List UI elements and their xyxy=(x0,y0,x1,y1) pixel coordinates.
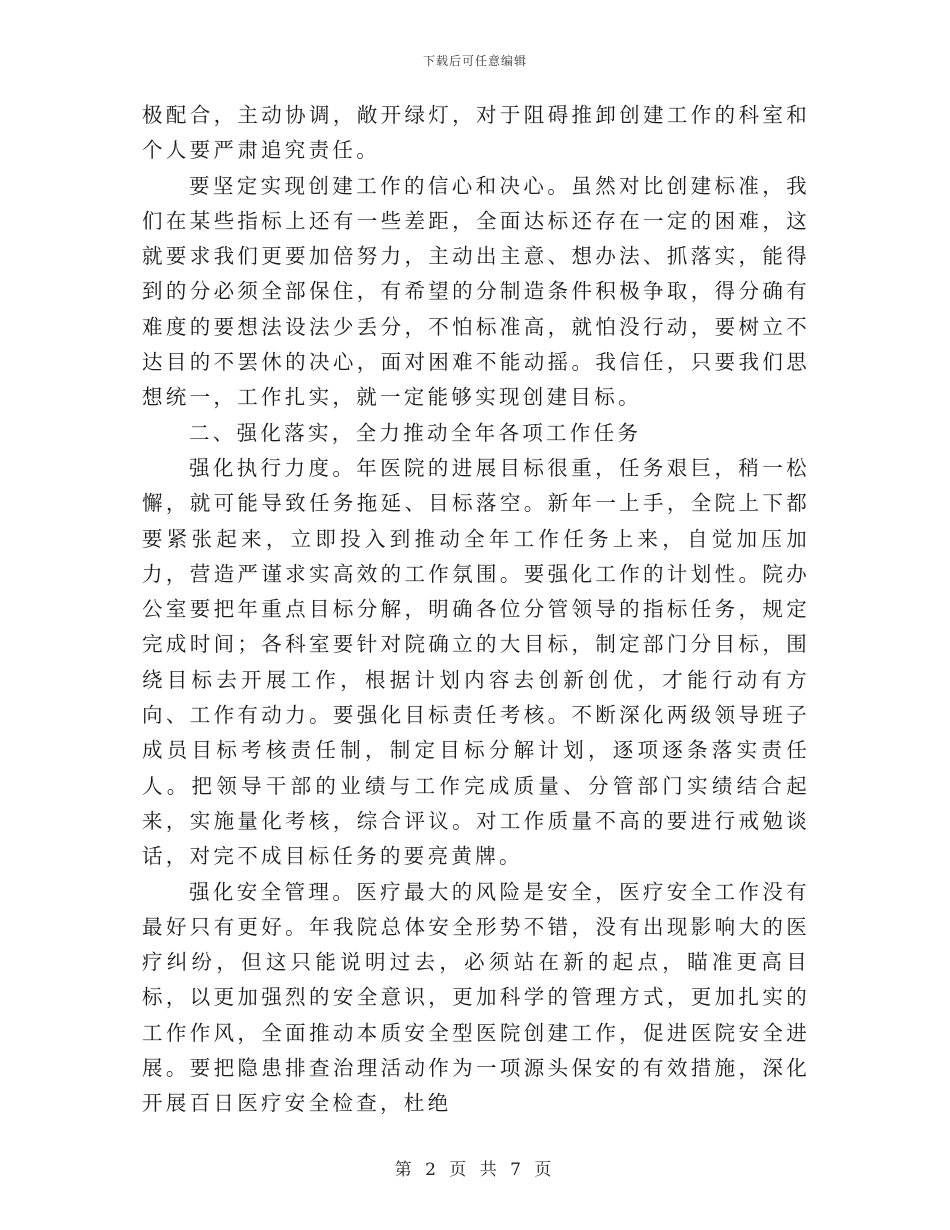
document-body xyxy=(142,98,810,1122)
section-heading: 二、强化落实，全力推动全年各项工作任务 xyxy=(189,420,642,445)
page-header: 下载后可任意编辑 xyxy=(422,54,527,68)
paragraph-4: 强化安全管理。医疗最大的风险是安全，医疗安全工作没有最好只有更好。年我院总体安全形势不错，没有出现影响大的医疗纠纷，但这只能说明过去，必须站在新的起点，瞄准更高目标，以更加强烈的安全意识，更加科学的管理方式，更加扎实的工作作风，全面推动本质安全型医院创建工作，促进医院安全进展。要把隐患排查治理活动作为一项源头保安的有效措施，深化开展百日医疗安全检查，杜绝 xyxy=(142,879,810,1116)
paragraph-3: 强化执行力度。年医院的进展目标很重，任务艰巨，稍一松懈，就可能导致任务拖延、目标落空。新年一上手，全院上下都要紧张起来，立即投入到推动全年工作任务上来，自觉加压加力，营造严谨求实高效的工作氛围。要强化工作的计划性。院办公室要把年重点目标分解，明确各位分管领导的指标任务，规定完成时间；各科室要针对院确立的大目标，制定部门分目标，围绕目标去开展工作，根据计划内容去创新创优，才能行动有方向、工作有动力。要强化目标责任考核。不断深化两级领导班子成员目标考核责任制，制定目标分解计划，逐项逐条落实责任人。把领导干部的业绩与工作完成质量、分管部门实绩结合起来，实施量化考核，综合评议。对工作质量不高的要进行戒勉谈话，对完不成目标任务的要亮黄牌。 xyxy=(142,455,810,869)
paragraph-1: 极配合，主动协调，敞开绿灯，对于阻碍推卸创建工作的科室和个人要严肃追究责任。 xyxy=(142,103,810,163)
page-number: 第 2 页 共 7 页 xyxy=(394,1160,556,1180)
paragraph-2: 要坚定实现创建工作的信心和决心。虽然对比创建标准，我们在某些指标上还有一些差距，全面达标还存在一定的困难，这就要求我们更要加倍努力，主动出主意、想办法、抓落实，能得到的分必须全部保住，有希望的分制造条件积极争取，得分确有难度的要想法设法少丢分，不怕标准高，就怕没行动，要树立不达目的不罢休的决心，面对困难不能动摇。我信任，只要我们思想统一，工作扎实，就一定能够实现创建目标。 xyxy=(142,173,810,410)
